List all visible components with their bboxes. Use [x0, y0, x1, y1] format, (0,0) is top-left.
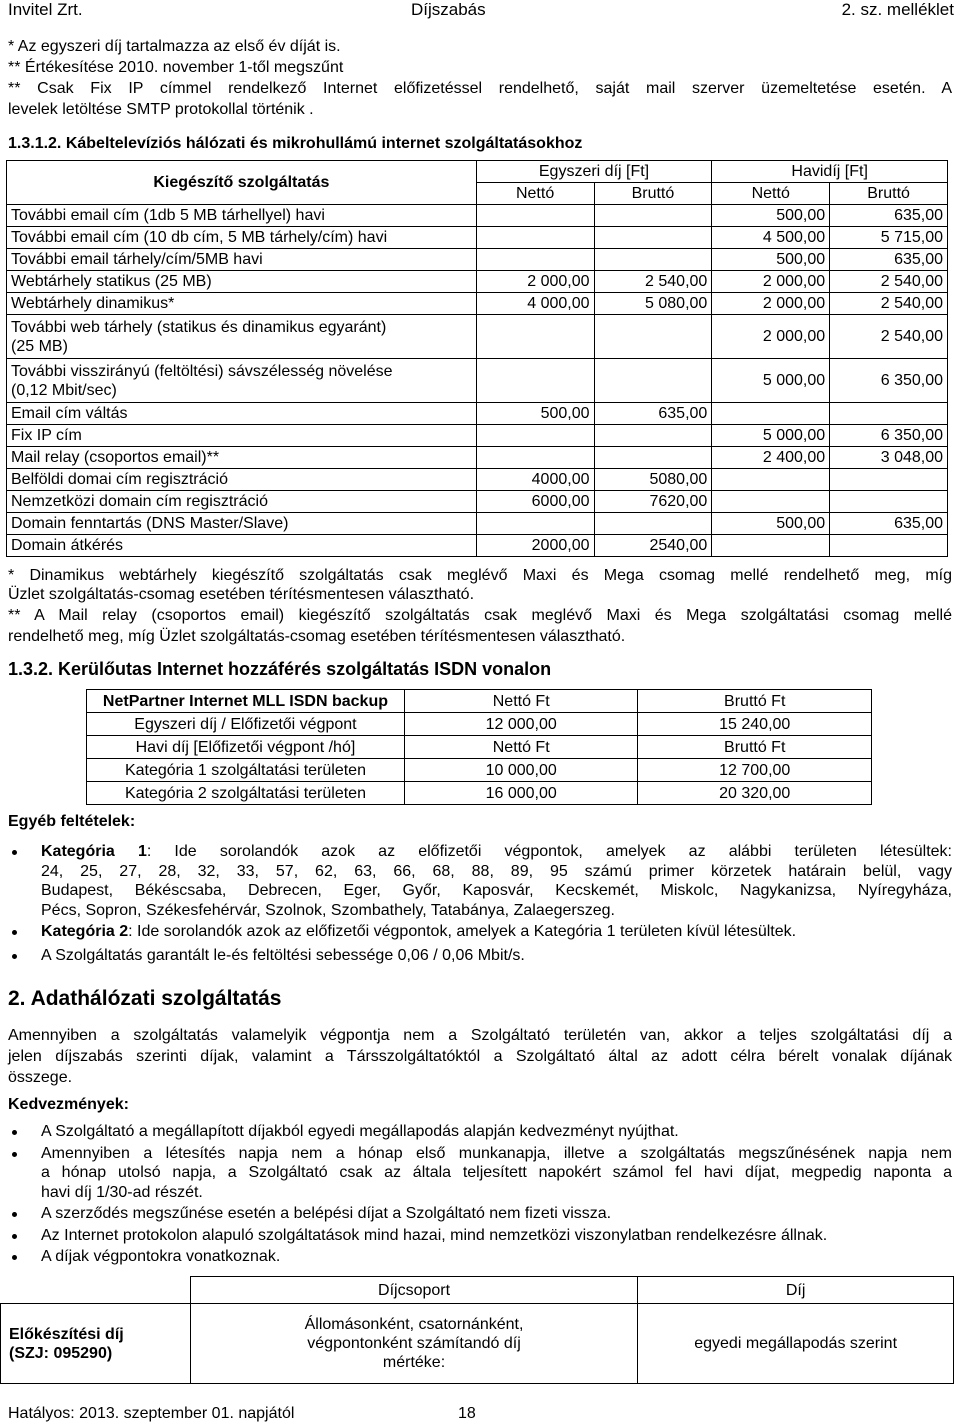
monthly-gross	[830, 469, 948, 491]
service-name: Nemzetközi domain cím regisztráció	[7, 491, 477, 513]
table-row	[7, 359, 948, 403]
service-name	[7, 359, 477, 403]
isdn-net-value: 10 000,00	[404, 759, 638, 782]
table-row	[87, 690, 872, 713]
discount-text-line-1: Amennyiben a létesítés napja nem a hónap első munkanapja, illetve a szolgáltatás megszűnésének napja nem	[41, 1144, 952, 1162]
col-header-monthly: Havidíj [Ft]	[712, 161, 948, 183]
fee-value: egyedi megállapodás szerint	[638, 1304, 954, 1384]
one-time-net	[476, 359, 594, 403]
one-time-gross: 7620,00	[594, 491, 712, 513]
bullet-icon	[12, 1255, 17, 1260]
one-time-gross: 5080,00	[594, 469, 712, 491]
page-footer	[8, 1405, 476, 1423]
col-header-net: Nettó	[712, 183, 830, 205]
col-header-gross: Bruttó	[594, 183, 712, 205]
fee-basis-line-1: Állomásonként, csatornánként,	[304, 1316, 524, 1333]
section-heading-1312: 1.3.1.2. Kábeltelevíziós hálózati és mikrohullámú internet szolgáltatásokhoz	[8, 135, 583, 152]
list-item	[8, 842, 952, 920]
table-row	[87, 713, 872, 736]
section-heading-2: 2. Adathálózati szolgáltatás	[8, 987, 282, 1010]
isdn-net-value: 16 000,00	[404, 782, 638, 805]
list-item	[8, 1226, 952, 1246]
service-name: Domain fenntartás (DNS Master/Slave)	[7, 513, 477, 535]
list-item	[8, 1144, 952, 1203]
header-title: Díjszabás	[411, 0, 486, 19]
one-time-net	[476, 447, 594, 469]
category-1-text: : Ide sorolandók azok az előfizetői végpontok, amelyek az alábbi területen létesültek:	[146, 843, 953, 860]
isdn-row-label: Kategória 2 szolgáltatási területen	[87, 782, 405, 805]
page-number: 18	[458, 1405, 476, 1422]
monthly-net: 500,00	[712, 513, 830, 535]
monthly-gross: 635,00	[830, 513, 948, 535]
category-1-line-3: Budapest, Békéscsaba, Debrecen, Eger, Győr, Kaposvár, Kecskemét, Miskolc, Nagykanizsa, Nyíregyháza,	[41, 882, 952, 899]
discount-text-line-3: havi díj 1/30-ad részét.	[41, 1183, 203, 1201]
monthly-gross: 5 715,00	[830, 227, 948, 249]
col-header-fee: Díj	[638, 1277, 954, 1304]
category-1-label: Kategória 1	[41, 843, 147, 860]
table-row	[7, 293, 948, 315]
one-time-net	[476, 249, 594, 271]
discount-text: A szerződés megszűnése esetén a belépési díjat a Szolgáltató nem fizeti vissza.	[41, 1205, 612, 1222]
table-row	[87, 782, 872, 805]
preparation-fee-label	[1, 1304, 191, 1384]
one-time-net: 500,00	[476, 403, 594, 425]
isdn-col-gross: Bruttó Ft	[638, 690, 872, 713]
discount-text: A Szolgáltató a megállapított díjakból egyedi megállapodás alapján kedvezményt nyújthat.	[41, 1123, 679, 1140]
one-time-net: 4 000,00	[476, 293, 594, 315]
note-line-1: * Az egyszeri díj tartalmazza az első év díját is.	[8, 38, 341, 55]
list-item	[8, 922, 952, 942]
service-name: Webtárhely statikus (25 MB)	[7, 271, 477, 293]
isdn-table	[86, 689, 872, 805]
data-network-fee-table	[0, 1276, 954, 1384]
one-time-net	[476, 227, 594, 249]
page-header	[8, 0, 954, 22]
col-header-fee-group: Díjcsoport	[190, 1277, 637, 1304]
para-2-line-3: összege.	[8, 1069, 73, 1086]
para-2-line-1: Amennyiben a szolgáltatás valamelyik végpontja nem a Szolgáltató területén van, akkor a teljes szolgáltatási díj a	[8, 1027, 952, 1044]
monthly-net	[712, 491, 830, 513]
other-conditions-title: Egyéb feltételek:	[8, 813, 136, 830]
isdn-row-label: Havi díj [Előfizetői végpont /hó]	[87, 736, 405, 759]
service-name-line-1: További web tárhely (statikus és dinamikus egyaránt)	[11, 318, 387, 336]
service-name: Belföldi domai cím regisztráció	[7, 469, 477, 491]
footnote-line-3: ** A Mail relay (csoportos email) kiegészítő szolgáltatás csak meglévő Maxi és Mega szolgáltatási csomag mellé	[8, 607, 952, 624]
isdn-product-name: NetPartner Internet MLL ISDN backup	[87, 690, 405, 713]
monthly-gross: 2 540,00	[830, 293, 948, 315]
kabel-services-table	[6, 160, 948, 557]
other-conditions-list	[8, 842, 952, 965]
one-time-gross: 635,00	[594, 403, 712, 425]
monthly-net: 4 500,00	[712, 227, 830, 249]
note-line-3: ** Csak Fix IP címmel rendelkező Internet előfizetéssel rendelhető, saját mail szerver üzemeltetése esetén. A	[8, 80, 952, 97]
one-time-gross: 2540,00	[594, 535, 712, 557]
col-header-service: Kiegészítő szolgáltatás	[7, 161, 477, 205]
service-name: Fix IP cím	[7, 425, 477, 447]
one-time-gross	[594, 359, 712, 403]
one-time-net	[476, 513, 594, 535]
one-time-net: 2000,00	[476, 535, 594, 557]
table-row	[87, 736, 872, 759]
bullet-icon	[12, 1234, 17, 1239]
isdn-row-label: Egyszeri díj / Előfizetői végpont	[87, 713, 405, 736]
one-time-net: 6000,00	[476, 491, 594, 513]
preparation-fee-title: Előkészítési díj	[9, 1325, 124, 1343]
monthly-gross: 635,00	[830, 205, 948, 227]
bullet-icon	[12, 1212, 17, 1217]
fee-basis	[190, 1304, 637, 1384]
service-name-line-2: (25 MB)	[11, 337, 68, 355]
monthly-gross: 6 350,00	[830, 425, 948, 447]
service-name: Mail relay (csoportos email)**	[7, 447, 477, 469]
table-row	[7, 491, 948, 513]
table-row	[7, 447, 948, 469]
table-row	[7, 315, 948, 359]
one-time-net: 2 000,00	[476, 271, 594, 293]
one-time-gross	[594, 513, 712, 535]
one-time-gross	[594, 205, 712, 227]
category-2-text: : Ide sorolandók azok az előfizetői végpontok, amelyek a Kategória 1 területen kívül létesültek.	[128, 923, 797, 940]
isdn-net-value: 12 000,00	[404, 713, 638, 736]
service-name: Domain átkérés	[7, 535, 477, 557]
service-name-line-2: (0,12 Mbit/sec)	[11, 381, 117, 399]
discount-text: A díjak végpontokra vonatkoznak.	[41, 1248, 281, 1265]
list-item	[8, 1204, 952, 1224]
speed-guarantee-text: A Szolgáltatás garantált le-és feltöltési sebessége 0,06 / 0,06 Mbit/s.	[41, 946, 525, 964]
list-item	[8, 1247, 952, 1267]
table-row	[7, 513, 948, 535]
monthly-gross	[830, 491, 948, 513]
list-item	[8, 946, 952, 966]
one-time-net	[476, 315, 594, 359]
isdn-gross-value: 12 700,00	[638, 759, 872, 782]
monthly-gross: 6 350,00	[830, 359, 948, 403]
table-row	[7, 469, 948, 491]
one-time-gross	[594, 249, 712, 271]
bullet-icon	[12, 1152, 17, 1157]
table-row	[7, 425, 948, 447]
monthly-net: 5 000,00	[712, 359, 830, 403]
monthly-net: 5 000,00	[712, 425, 830, 447]
monthly-net: 500,00	[712, 205, 830, 227]
table-row	[1, 1304, 954, 1384]
monthly-gross	[830, 535, 948, 557]
table-row	[7, 271, 948, 293]
discount-text: Az Internet protokolon alapuló szolgáltatások mind hazai, mind nemzetközi viszonylatban rendelkezésre állnak.	[41, 1226, 828, 1244]
monthly-gross: 2 540,00	[830, 271, 948, 293]
col-header-net: Nettó	[476, 183, 594, 205]
discounts-list	[8, 1122, 952, 1267]
one-time-net	[476, 425, 594, 447]
category-1-line-4: Pécs, Sopron, Székesfehérvár, Szolnok, Szombathely, Tatabánya, Zalaegerszeg.	[41, 901, 615, 919]
table-row	[7, 227, 948, 249]
header-company: Invitel Zrt.	[8, 0, 83, 19]
monthly-gross: 3 048,00	[830, 447, 948, 469]
footnote-line-4: rendelhető meg, míg Üzlet szolgáltatás-csomag esetében térítésmentesen választható.	[8, 628, 626, 645]
monthly-gross: 2 540,00	[830, 315, 948, 359]
table-row	[7, 205, 948, 227]
category-1-line-2: 24, 25, 27, 28, 32, 33, 57, 62, 63, 66, 68, 88, 89, 95 számú primer körzetek határain belül, vagy	[41, 862, 952, 880]
isdn-gross-value: Bruttó Ft	[638, 736, 872, 759]
preparation-fee-code: (SZJ: 095290)	[9, 1344, 113, 1362]
monthly-net: 2 000,00	[712, 315, 830, 359]
note-line-2: ** Értékesítése 2010. november 1-től megszűnt	[8, 59, 344, 76]
isdn-gross-value: 20 320,00	[638, 782, 872, 805]
table-row	[7, 403, 948, 425]
section-heading-132: 1.3.2. Kerülőutas Internet hozzáférés szolgáltatás ISDN vonalon	[8, 659, 552, 679]
service-name: Email cím váltás	[7, 403, 477, 425]
isdn-net-value: Nettó Ft	[404, 736, 638, 759]
monthly-net	[712, 535, 830, 557]
one-time-gross	[594, 315, 712, 359]
list-item	[8, 1122, 952, 1142]
bullet-icon	[12, 1130, 17, 1135]
discounts-title: Kedvezmények:	[8, 1096, 129, 1113]
monthly-net: 2 400,00	[712, 447, 830, 469]
monthly-gross	[830, 403, 948, 425]
isdn-row-label: Kategória 1 szolgáltatási területen	[87, 759, 405, 782]
monthly-net: 2 000,00	[712, 271, 830, 293]
monthly-net: 500,00	[712, 249, 830, 271]
service-name: További email cím (10 db cím, 5 MB tárhely/cím) havi	[7, 227, 477, 249]
one-time-net: 4000,00	[476, 469, 594, 491]
footnote-line-1: * Dinamikus webtárhely kiegészítő szolgáltatás csak meglévő Maxi és Mega csomag mellé rendelhető meg, míg	[8, 567, 952, 584]
discount-text-line-2: a hónap utolsó napja, a Szolgáltató csak az általa teljesített napokért számol fel havi díjat, megpedig naponta a	[41, 1164, 952, 1181]
table-row	[87, 759, 872, 782]
category-2-label: Kategória 2	[41, 923, 129, 940]
monthly-gross: 635,00	[830, 249, 948, 271]
service-name	[7, 315, 477, 359]
para-2-line-2: jelen díjszabás szerinti díjak, valamint a Társszolgáltatóktól a Szolgáltató által az adott célra bérelt vonalak díjának	[8, 1048, 952, 1065]
monthly-net: 2 000,00	[712, 293, 830, 315]
header-annex: 2. sz. melléklet	[841, 0, 954, 19]
isdn-col-net: Nettó Ft	[404, 690, 638, 713]
service-name: Webtárhely dinamikus*	[7, 293, 477, 315]
bullet-icon	[12, 954, 17, 959]
one-time-gross: 2 540,00	[594, 271, 712, 293]
one-time-gross	[594, 227, 712, 249]
monthly-net	[712, 469, 830, 491]
table-row	[7, 535, 948, 557]
monthly-net	[712, 403, 830, 425]
col-header-one-time: Egyszeri díj [Ft]	[476, 161, 712, 183]
note-line-4: levelek letöltése SMTP protokollal történik .	[8, 101, 314, 118]
col-header-gross: Bruttó	[830, 183, 948, 205]
bullet-icon	[12, 850, 17, 855]
isdn-gross-value: 15 240,00	[638, 713, 872, 736]
service-name-line-1: További visszirányú (feltöltési) sávszélesség növelése	[11, 362, 393, 380]
service-name: További email tárhely/cím/5MB havi	[7, 249, 477, 271]
effective-date: Hatályos: 2013. szeptember 01. napjától	[8, 1405, 295, 1422]
one-time-gross	[594, 447, 712, 469]
fee-basis-line-2: végpontonként számítandó díj	[307, 1335, 521, 1352]
one-time-gross: 5 080,00	[594, 293, 712, 315]
footnote-line-2: Üzlet szolgáltatás-csomag esetében térítésmentesen választható.	[8, 586, 475, 603]
table-row	[7, 249, 948, 271]
bullet-icon	[12, 930, 17, 935]
fee-basis-line-3: mértéke:	[382, 1354, 446, 1371]
service-name: További email cím (1db 5 MB tárhellyel) havi	[7, 205, 477, 227]
one-time-gross	[594, 425, 712, 447]
one-time-net	[476, 205, 594, 227]
